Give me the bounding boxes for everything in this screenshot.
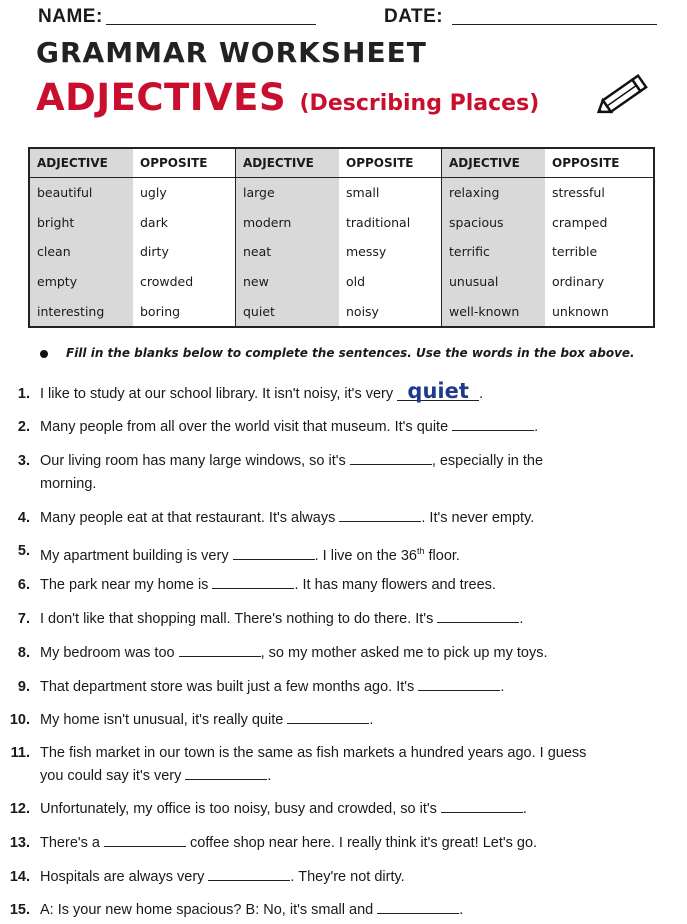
table-header-cell: OPPOSITE — [339, 148, 442, 178]
question-text: The park near my home is — [40, 577, 213, 593]
question-text: Many people eat at that restaurant. It's always — [40, 510, 340, 526]
table-cell: unusual — [442, 267, 546, 297]
question-text: . — [522, 801, 527, 817]
question-number: 7. — [17, 611, 30, 627]
question-number: 11. — [10, 745, 30, 761]
question-text: floor. — [424, 547, 460, 564]
answer-field-15[interactable] — [377, 899, 459, 914]
name-label: NAME: — [38, 6, 103, 27]
name-field[interactable] — [106, 24, 316, 25]
answer-field-10[interactable] — [287, 709, 369, 724]
question-number: 10. — [9, 712, 30, 728]
answer-field-13[interactable] — [104, 832, 186, 847]
question-number: 2. — [17, 419, 30, 435]
answer-field-5[interactable] — [233, 545, 315, 560]
table-cell: relaxing — [442, 178, 546, 208]
question-text: . — [369, 712, 374, 728]
question-text: . I live on the 36 — [314, 547, 417, 564]
table-header-cell: OPPOSITE — [545, 148, 654, 178]
question-text: The fish market in our town is the same as fish markets a hundred years ago. I guess — [40, 745, 587, 761]
question-number: 5. — [17, 543, 30, 559]
table-cell: noisy — [346, 303, 379, 319]
answer-field-6[interactable] — [212, 574, 294, 589]
question-text: That department store was built just a few months ago. It's — [40, 679, 419, 695]
question-text: . — [534, 419, 539, 435]
table-header-row — [29, 148, 654, 178]
table-header-cell: ADJECTIVE — [29, 148, 133, 178]
table-cell: messy — [346, 244, 387, 260]
table-cell: spacious — [442, 208, 546, 238]
table-row — [29, 208, 654, 238]
question-text: My apartment building is very — [40, 547, 233, 564]
question-text: morning. — [40, 476, 97, 492]
question-text: There's a — [40, 835, 105, 851]
answer-field-4[interactable] — [339, 507, 421, 522]
question-number: 15. — [9, 902, 30, 918]
answer-field-9[interactable] — [418, 676, 500, 691]
question-text: , so my mother asked me to pick up my toys. — [260, 645, 548, 661]
date-label: DATE: — [384, 6, 444, 27]
question-number: 1. — [17, 386, 30, 402]
table-cell: empty — [29, 267, 133, 297]
title-main: ADJECTIVES — [36, 76, 287, 119]
question-text: A: Is your new home spacious? B: No, it's small and — [40, 902, 378, 918]
question-number: 14. — [9, 869, 30, 885]
superscript: th — [416, 546, 425, 556]
table-cell: dark — [140, 214, 168, 230]
question-text: I like to study at our school library. It isn't noisy, it's very — [40, 386, 398, 402]
table-header-cell: OPPOSITE — [133, 148, 236, 178]
table-cell: dirty — [140, 244, 169, 260]
table-cell: new — [236, 267, 340, 297]
question-text: . — [479, 386, 484, 402]
question-text: . — [267, 768, 272, 784]
date-field[interactable] — [452, 24, 657, 25]
question-text: . — [519, 611, 524, 627]
answer-field-7[interactable] — [437, 608, 519, 623]
table-header-cell: ADJECTIVE — [442, 148, 546, 178]
question-text: My bedroom was too — [40, 645, 179, 661]
table-cell: old — [346, 274, 366, 290]
page-title — [36, 76, 539, 119]
answer-field-8[interactable] — [179, 642, 261, 657]
answer-field-12[interactable] — [441, 798, 523, 813]
question-text: , especially in the — [431, 453, 544, 469]
table-cell: ugly — [140, 185, 167, 201]
question-text: . It has many flowers and trees. — [294, 577, 496, 593]
table-cell: terrific — [442, 237, 546, 267]
question-text: I don't like that shopping mall. There's nothing to do there. It's — [40, 611, 438, 627]
table-cell: stressful — [552, 185, 605, 201]
table-row — [29, 237, 654, 267]
question-text: Unfortunately, my office is too noisy, busy and crowded, so it's — [40, 801, 441, 817]
question-number: 9. — [17, 679, 30, 695]
table-cell: ordinary — [552, 274, 605, 290]
question-number: 3. — [17, 453, 30, 469]
table-cell: traditional — [346, 214, 411, 230]
table-cell: boring — [140, 303, 181, 319]
table-cell: large — [236, 178, 340, 208]
question-text: you could say it's very — [40, 768, 186, 784]
answer-field-3[interactable] — [350, 450, 432, 465]
bullet-icon — [40, 350, 48, 358]
question-number: 6. — [17, 577, 30, 593]
question-text: . — [459, 902, 464, 918]
question-text: coffee shop near here. I really think it's great! Let's go. — [186, 835, 538, 851]
table-header-cell: ADJECTIVE — [236, 148, 340, 178]
table-cell: interesting — [29, 296, 133, 327]
table-cell: crowded — [140, 274, 194, 290]
answer-field-2[interactable] — [452, 416, 534, 431]
question-number: 12. — [9, 801, 30, 817]
answer-field-14[interactable] — [208, 866, 290, 881]
table-row — [29, 267, 654, 297]
question-number: 13. — [9, 835, 30, 851]
pencil-icon — [592, 70, 654, 122]
adjective-table — [28, 147, 655, 328]
question-text: Many people from all over the world visit that museum. It's quite — [40, 419, 453, 435]
table-cell: beautiful — [29, 178, 133, 208]
worksheet-title: GRAMMAR WORKSHEET — [36, 36, 427, 69]
question-number: 4. — [17, 510, 30, 526]
answer-field-1[interactable]: quiet — [397, 383, 479, 401]
question-text: . It's never empty. — [421, 510, 535, 526]
question-text: . They're not dirty. — [290, 869, 405, 885]
table-row — [29, 178, 654, 208]
table-cell: quiet — [236, 296, 340, 327]
title-sub: (Describing Places) — [299, 91, 540, 116]
question-number: 8. — [17, 645, 30, 661]
question-text: Hospitals are always very — [40, 869, 209, 885]
table-cell: modern — [236, 208, 340, 238]
table-cell: bright — [29, 208, 133, 238]
table-cell: well-known — [442, 296, 546, 327]
table-cell: small — [346, 185, 380, 201]
question-text: My home isn't unusual, it's really quite — [40, 712, 288, 728]
instruction-text: Fill in the blanks below to complete the sentences. Use the words in the box above. — [66, 346, 635, 360]
table-cell: clean — [29, 237, 133, 267]
table-row — [29, 296, 654, 327]
question-text: . — [500, 679, 505, 695]
table-cell: cramped — [552, 214, 608, 230]
table-cell: neat — [236, 237, 340, 267]
question-text: Our living room has many large windows, so it's — [40, 453, 350, 469]
table-cell: unknown — [552, 303, 609, 319]
answer-field-11[interactable] — [185, 765, 267, 780]
table-cell: terrible — [552, 244, 598, 260]
